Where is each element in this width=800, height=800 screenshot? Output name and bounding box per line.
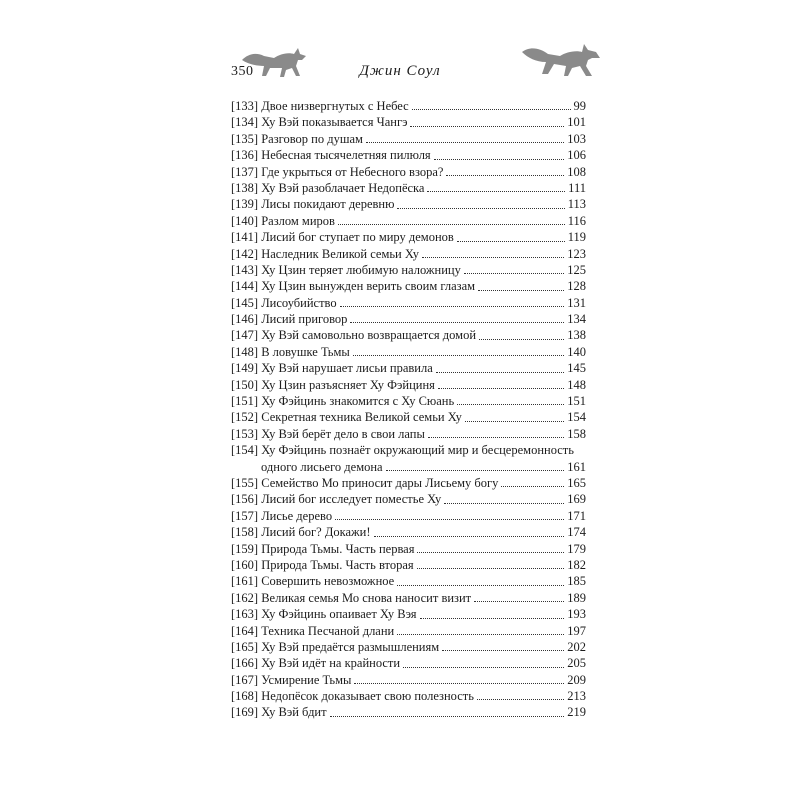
page-ref: 193 [567, 607, 586, 622]
dot-leader [340, 306, 565, 307]
dot-leader [338, 224, 565, 225]
page-ref: 119 [567, 230, 586, 245]
table-of-contents [231, 98, 586, 721]
page-header [0, 0, 800, 100]
chapter-title: Ху Фэйцинь знакомится с Ху Сюань [261, 394, 455, 409]
fox-icon [520, 36, 602, 80]
chapter-number: [161] [231, 574, 259, 589]
chapter-number: [144] [231, 279, 259, 294]
chapter-title: Семейство Мо приносит дары Лисьему богу [261, 476, 499, 490]
dot-leader [474, 601, 564, 602]
dot-leader [434, 159, 565, 160]
chapter-number: [146] [231, 312, 259, 327]
dot-leader [366, 142, 564, 143]
chapter-title: Ху Вэй берёт дело в свои лапы [261, 426, 425, 441]
dot-leader [397, 208, 564, 209]
page-ref: 116 [567, 213, 586, 228]
dot-leader [501, 486, 564, 487]
dot-leader [457, 404, 564, 405]
page-ref: 171 [567, 508, 586, 523]
chapter-title: Ху Вэй идёт на крайности [261, 656, 401, 671]
chapter-title: Где укрыться от Небесного взора? [261, 164, 444, 179]
page-ref: 165 [567, 476, 586, 490]
page-ref: 209 [567, 672, 586, 687]
chapter-title: Наследник Великой семьи Ху [261, 246, 420, 261]
dot-leader [417, 568, 565, 569]
chapter-number: [157] [231, 508, 259, 523]
chapter-number: [153] [231, 426, 259, 441]
page-ref: 189 [567, 590, 586, 605]
toc-entry [231, 229, 586, 245]
page-ref: 106 [567, 148, 586, 163]
chapter-number: [152] [231, 410, 259, 425]
chapter-number: [136] [231, 148, 259, 163]
toc-entry [231, 688, 586, 704]
chapter-number: [134] [231, 115, 259, 130]
toc-entry [231, 541, 586, 557]
dot-leader [436, 372, 564, 373]
dot-leader [330, 716, 565, 717]
toc-entry [231, 508, 586, 524]
page-ref: 148 [567, 377, 586, 392]
chapter-title: Ху Вэй предаётся размышлениям [261, 639, 440, 654]
chapter-number: [163] [231, 607, 259, 622]
toc-entry [231, 475, 586, 491]
dot-leader [397, 634, 564, 635]
toc-entry [231, 131, 586, 147]
toc-entry [231, 590, 586, 606]
dot-leader [420, 618, 565, 619]
chapter-number: [150] [231, 377, 259, 392]
dot-leader [353, 355, 564, 356]
dot-leader [465, 421, 564, 422]
chapter-number: [166] [231, 656, 259, 671]
toc-entry [231, 442, 586, 475]
page-ref: 145 [567, 361, 586, 376]
page-ref: 134 [567, 312, 586, 327]
page-ref: 140 [567, 344, 586, 359]
page-ref: 179 [567, 541, 586, 556]
page-ref: 113 [567, 197, 586, 212]
chapter-title: Ху Фэйцинь познаёт окружающий мир и бесцеремонность [261, 443, 574, 458]
chapter-title: В ловушке Тьмы [261, 344, 350, 359]
dot-leader [410, 126, 564, 127]
toc-entry [231, 164, 586, 180]
chapter-title: Лисий бог исследует поместье Ху [261, 492, 442, 507]
toc-entry [231, 344, 586, 360]
running-title: Джин Соул [359, 63, 441, 79]
chapter-number: [140] [231, 213, 259, 228]
chapter-title: Ху Вэй самовольно возвращается домой [261, 328, 477, 343]
toc-entry [231, 655, 586, 671]
chapter-title: Ху Вэй бдит [261, 705, 327, 720]
chapter-number: [137] [231, 164, 259, 179]
toc-entry [231, 295, 586, 311]
chapter-number: [154] [231, 443, 259, 458]
dot-leader [442, 650, 564, 651]
chapter-title: Ху Вэй разоблачает Недопёска [261, 180, 425, 195]
chapter-number: [141] [231, 230, 259, 245]
chapter-title: Секретная техника Великой семьи Ху [261, 410, 462, 425]
chapter-number: [133] [231, 98, 259, 113]
toc-entry [231, 213, 586, 229]
chapter-title: Лисы покидают деревню [261, 197, 395, 212]
chapter-number: [145] [231, 295, 259, 310]
dot-leader [438, 388, 564, 389]
page-ref: 128 [567, 279, 586, 294]
page-ref: 182 [567, 557, 586, 572]
chapter-title: Великая семья Мо снова наносит визит [261, 590, 472, 605]
dot-leader [477, 699, 564, 700]
chapter-title: Ху Вэй нарушает лисьи правила [261, 361, 433, 376]
dot-leader [479, 339, 564, 340]
dot-leader [427, 191, 565, 192]
dot-leader [457, 241, 565, 242]
dot-leader [478, 290, 564, 291]
dot-leader [412, 109, 571, 110]
page-ref: 213 [567, 689, 586, 704]
chapter-title: Ху Цзин теряет любимую наложницу [261, 262, 461, 277]
dot-leader [422, 257, 564, 258]
chapter-number: [147] [231, 328, 259, 343]
toc-entry [231, 639, 586, 655]
page-ref: 138 [567, 328, 586, 343]
chapter-title: Совершить невозможное [261, 574, 395, 589]
toc-entry [231, 262, 586, 278]
page-ref: 174 [567, 525, 586, 540]
chapter-number: [135] [231, 131, 259, 146]
chapter-title: Лисоубийство [261, 295, 337, 310]
chapter-number: [139] [231, 197, 259, 212]
toc-entry [231, 393, 586, 409]
dot-leader [444, 503, 564, 504]
toc-entry [231, 524, 586, 540]
chapter-title: Лисий бог? Докажи! [261, 525, 371, 540]
toc-entry [231, 196, 586, 212]
toc-entry [231, 246, 586, 262]
chapter-number: [162] [231, 590, 259, 605]
toc-entry [231, 311, 586, 327]
dot-leader [464, 273, 564, 274]
chapter-title: Разлом миров [261, 213, 335, 228]
chapter-number: [143] [231, 262, 259, 277]
dot-leader [335, 519, 564, 520]
page-ref: 99 [573, 98, 586, 113]
chapter-title: Природа Тьмы. Часть первая [261, 541, 415, 556]
page-ref: 154 [567, 410, 586, 425]
chapter-number: [169] [231, 705, 259, 720]
chapter-number: [167] [231, 672, 259, 687]
dot-leader [446, 175, 564, 176]
chapter-title: Ху Цзин разъясняет Ху Фэйциня [261, 377, 435, 392]
chapter-number: [156] [231, 492, 259, 507]
chapter-title: Ху Цзин вынужден верить своим глазам [261, 279, 476, 294]
chapter-number: [142] [231, 246, 259, 261]
toc-entry [231, 98, 586, 114]
toc-entry [231, 704, 586, 720]
toc-entry [231, 377, 586, 393]
page-ref: 202 [567, 639, 586, 654]
toc-entry [231, 557, 586, 573]
dot-leader [386, 470, 565, 471]
chapter-title: Усмирение Тьмы [261, 672, 352, 687]
chapter-title: Небесная тысячелетняя пилюля [261, 148, 431, 163]
toc-entry [231, 672, 586, 688]
chapter-title: Лисье дерево [261, 508, 333, 523]
dot-leader [374, 536, 565, 537]
toc-entry [231, 491, 586, 507]
toc-entry [231, 180, 586, 196]
dot-leader [354, 683, 564, 684]
chapter-title: Разговор по душам [261, 131, 363, 146]
chapter-title: Недопёсок доказывает свою полезность [261, 689, 474, 704]
chapter-number: [155] [231, 476, 259, 490]
page-ref: 169 [567, 492, 586, 507]
toc-entry [231, 426, 586, 442]
chapter-title: Ху Фэйцинь опаивает Ху Вэя [261, 607, 417, 622]
chapter-number: [159] [231, 541, 259, 556]
dot-leader [417, 552, 564, 553]
chapter-title: Ху Вэй показывается Чангэ [261, 115, 408, 130]
chapter-title: Техника Песчаной длани [261, 623, 395, 638]
page-ref: 197 [567, 623, 586, 638]
dot-leader [350, 322, 564, 323]
toc-entry [231, 573, 586, 589]
page-ref: 185 [567, 574, 586, 589]
toc-entry [231, 114, 586, 130]
page-ref: 219 [567, 705, 586, 720]
toc-entry [231, 147, 586, 163]
page-ref: 131 [567, 295, 586, 310]
toc-entry [231, 606, 586, 622]
chapter-number: [148] [231, 344, 259, 359]
chapter-number: [149] [231, 361, 259, 376]
chapter-number: [165] [231, 639, 259, 654]
page-ref: 108 [567, 164, 586, 179]
dot-leader [403, 667, 564, 668]
dot-leader [397, 585, 564, 586]
page-ref: 158 [567, 426, 586, 441]
dot-leader [428, 437, 564, 438]
chapter-number: [168] [231, 689, 259, 704]
page-ref: 125 [567, 262, 586, 277]
page-ref: 101 [567, 115, 586, 130]
chapter-title-continued: одного лисьего демона [261, 459, 383, 474]
toc-entry [231, 409, 586, 425]
toc-entry [231, 360, 586, 376]
chapter-number: [160] [231, 557, 259, 572]
toc-entry [231, 278, 586, 294]
chapter-number: [151] [231, 394, 259, 409]
page-ref: 111 [568, 180, 586, 195]
page-ref: 103 [567, 131, 586, 146]
page-ref: 123 [567, 246, 586, 261]
chapter-number: [164] [231, 623, 259, 638]
chapter-title: Лисий бог ступает по миру демонов [261, 230, 454, 245]
page-ref: 205 [567, 656, 586, 671]
toc-entry [231, 623, 586, 639]
chapter-title: Лисий приговор [261, 312, 348, 327]
page-number: 350 [231, 64, 254, 79]
page-ref: 151 [567, 394, 586, 409]
chapter-number: [138] [231, 180, 259, 195]
chapter-number: [158] [231, 525, 259, 540]
toc-entry [231, 327, 586, 343]
chapter-title: Двое низвергнутых с Небес [261, 98, 409, 113]
page-ref: 161 [567, 459, 586, 474]
chapter-title: Природа Тьмы. Часть вторая [261, 557, 414, 572]
